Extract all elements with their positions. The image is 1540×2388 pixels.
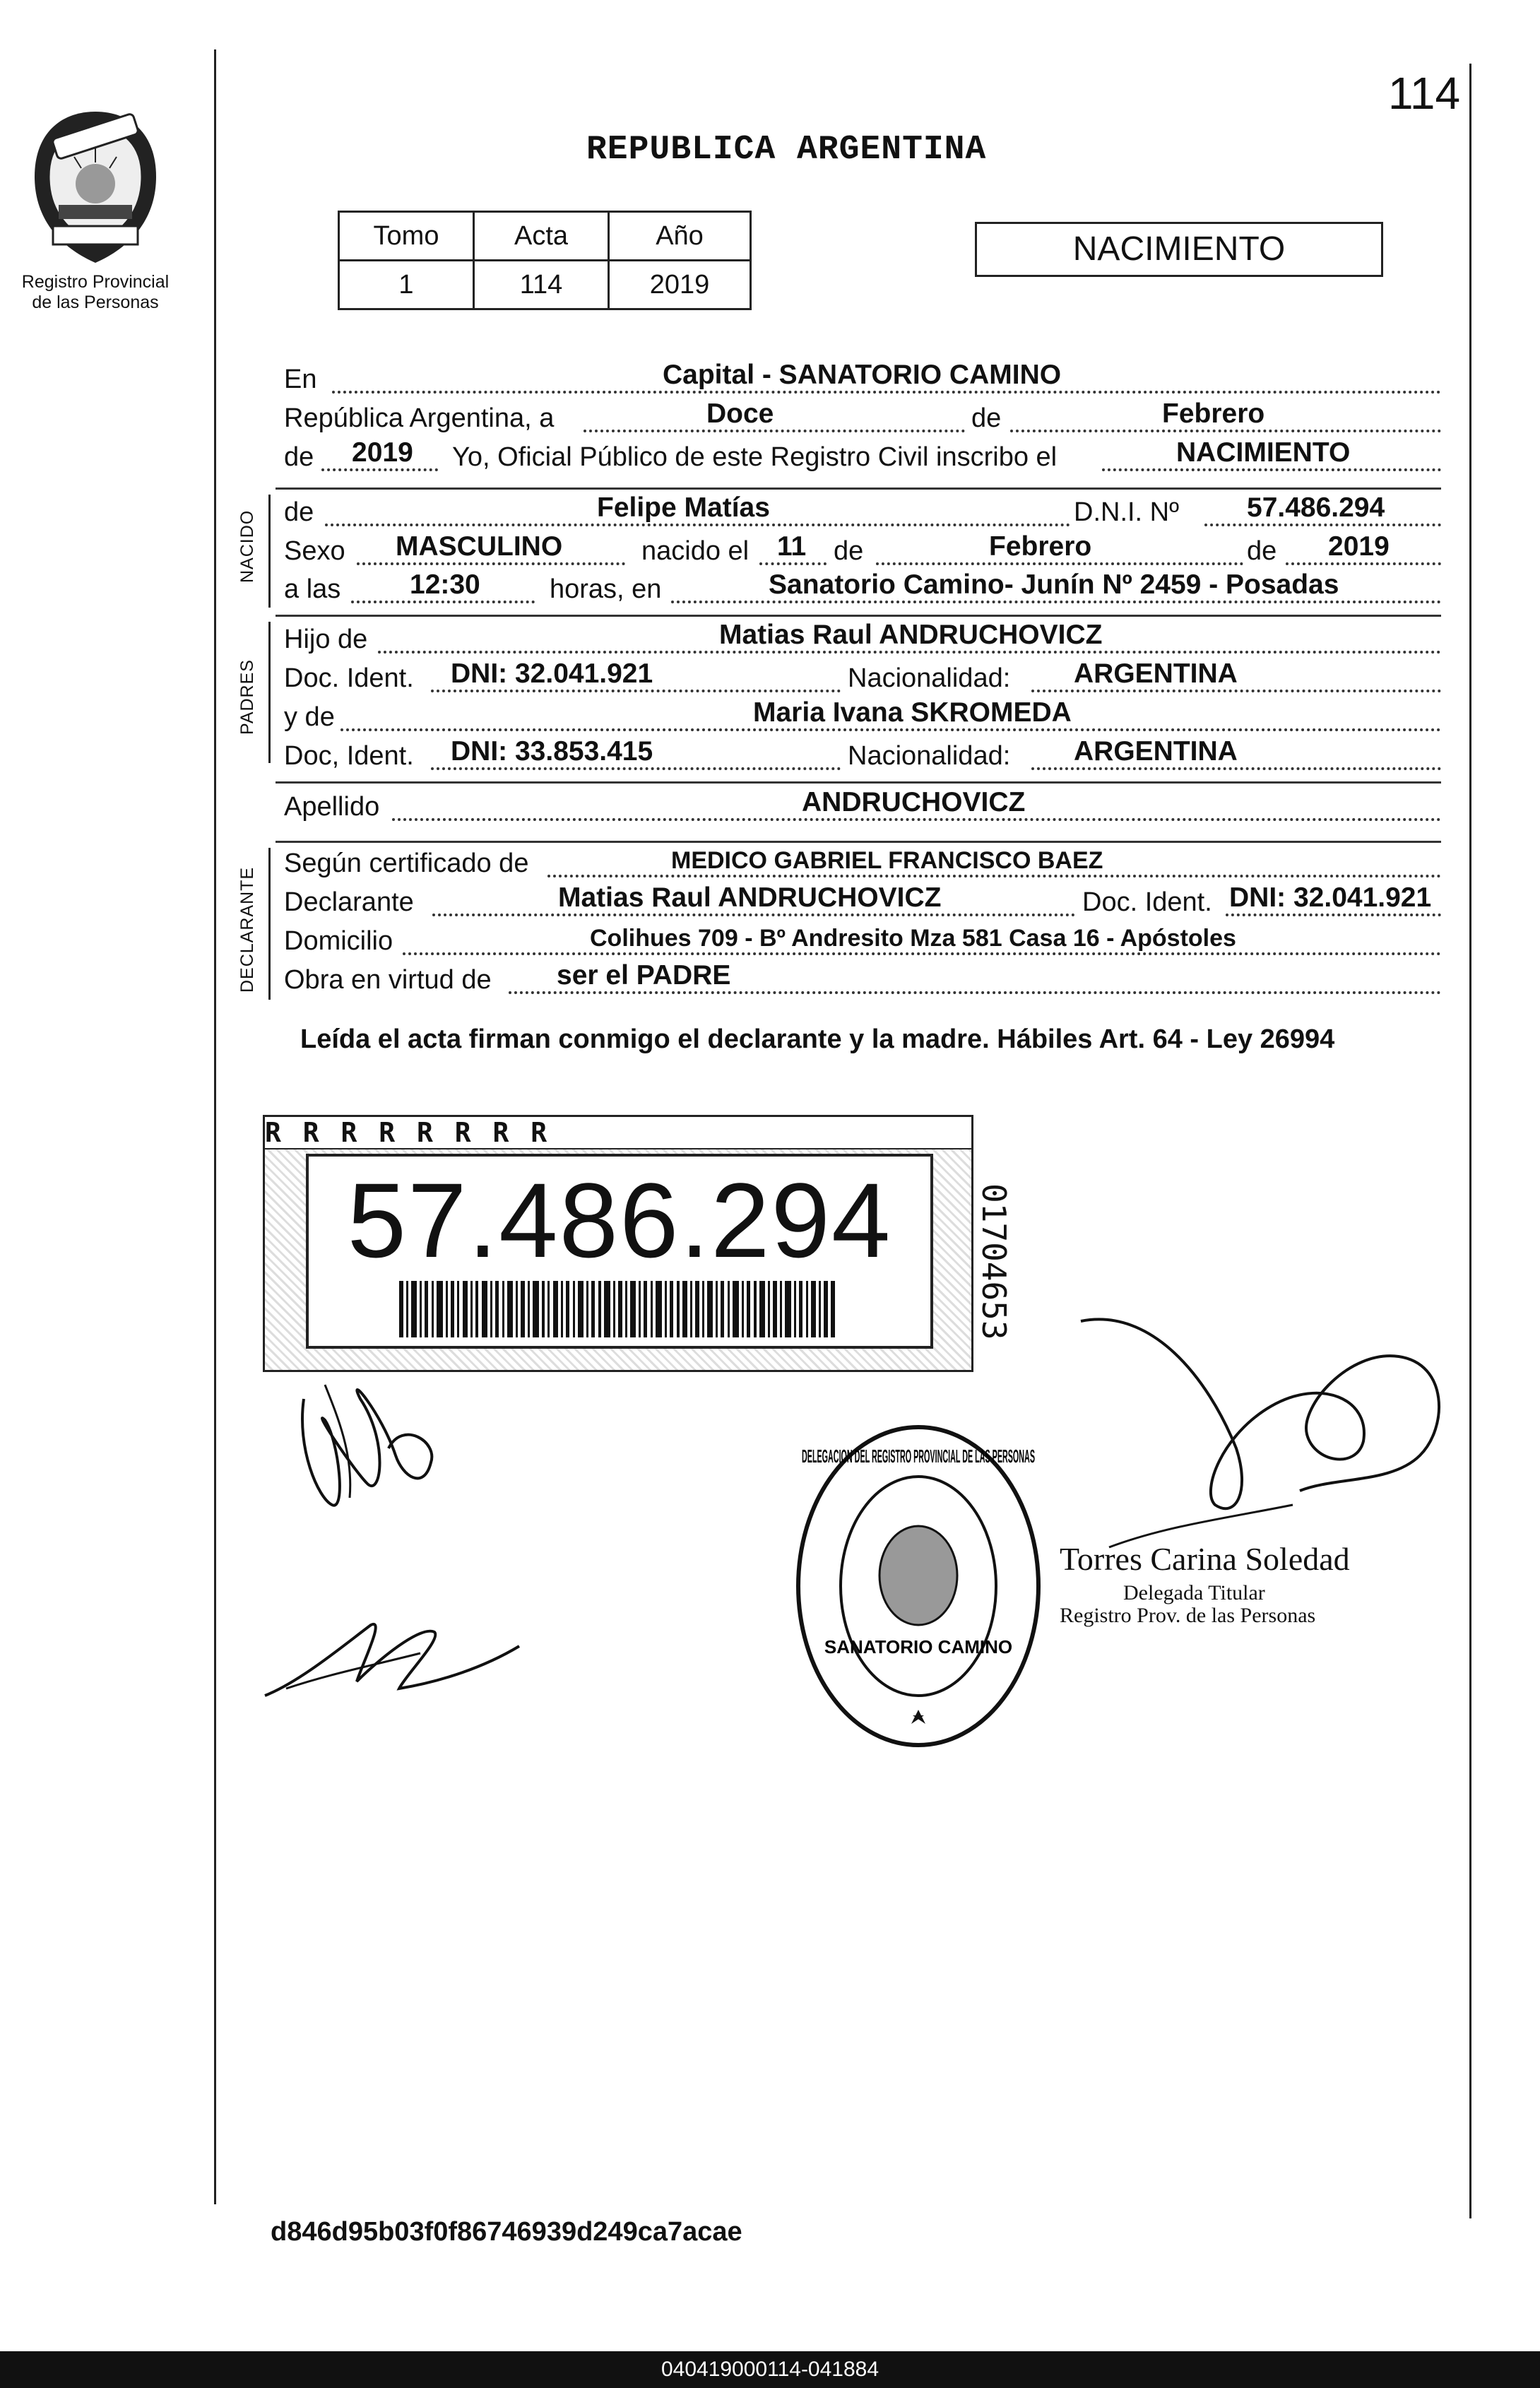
label-doc-ident-madre: Doc, Ident. [284, 741, 414, 771]
label-nacionalidad-madre: Nacionalidad: [848, 741, 1011, 771]
footer-bar [0, 2351, 1540, 2388]
value-declarante: Matias Raul ANDRUCHOVICZ [558, 882, 942, 913]
label-y-de: y de [284, 702, 335, 732]
label-a-las: a las [284, 574, 341, 604]
footer-code: 040419000114-041884 [661, 2358, 879, 2381]
label-segun-certificado: Según certificado de [284, 849, 529, 878]
value-nombre: Felipe Matías [597, 492, 770, 523]
record-value-ano: 2019 [609, 261, 751, 309]
right-margin-line [1469, 64, 1471, 2218]
value-madre-dni: DNI: 33.853.415 [451, 736, 653, 767]
misiones-seal-icon [25, 106, 166, 268]
label-hijo-de: Hijo de [284, 625, 368, 654]
section-label-nacido: NACIDO [237, 509, 257, 583]
section-divider [276, 487, 1441, 490]
record-header-tomo: Tomo [339, 212, 474, 261]
record-header-acta: Acta [474, 212, 609, 261]
sticker-serial-number: 01704653 [975, 1183, 1013, 1340]
section-divider [276, 841, 1441, 843]
sticker-dni-number: 57.486.294 [347, 1161, 892, 1279]
sticker-inner [306, 1154, 933, 1349]
value-sexo: MASCULINO [396, 531, 563, 562]
signature-declarant-icon [258, 1604, 526, 1710]
page-title: REPUBLICA ARGENTINA [586, 131, 987, 169]
label-horas-en: horas, en [550, 574, 662, 604]
section-bracket [268, 622, 271, 763]
dots [1226, 911, 1441, 916]
dots [584, 427, 965, 432]
value-padre: Matias Raul ANDRUCHOVICZ [719, 620, 1103, 650]
signature-mother-icon [283, 1356, 466, 1540]
section-bracket [268, 495, 271, 608]
value-padre-dni: DNI: 32.041.921 [451, 658, 653, 689]
label-de-month: de [834, 536, 864, 566]
closing-note: Leída el acta firman conmigo el declarante y la madre. Hábiles Art. 64 - Ley 26994 [300, 1024, 1335, 1054]
label-de-year2: de [1247, 536, 1277, 566]
label-domicilio: Domicilio [284, 926, 393, 956]
value-certificado: MEDICO GABRIEL FRANCISCO BAEZ [671, 847, 1103, 874]
label-nacido-el: nacido el [641, 536, 750, 566]
label-apellido: Apellido [284, 792, 380, 822]
record-value-tomo: 1 [339, 261, 474, 309]
sticker-serial [971, 1183, 1030, 1374]
sticker-pattern-strip: R R R R R R R R [265, 1117, 971, 1149]
label-dni: D.N.I. Nº [1074, 497, 1179, 527]
value-lugar: Sanatorio Camino- Junín Nº 2459 - Posadas [769, 569, 1339, 600]
signatory-role: Delegada Titular [1123, 1581, 1265, 1604]
signatory-office: Registro Prov. de las Personas [1060, 1604, 1316, 1627]
registry-label-line-1: Registro Provincial [21, 272, 170, 292]
stamp-inner-text: SANATORIO CAMINO [824, 1636, 1013, 1657]
value-day: Doce [706, 398, 774, 429]
value-padre-nacionalidad: ARGENTINA [1074, 658, 1238, 689]
value-domicilio: Colihues 709 - Bº Andresito Mza 581 Casa 16 - Apóstoles [590, 925, 1236, 952]
registry-label-line-2: de las Personas [32, 292, 159, 312]
value-nacimiento: NACIMIENTO [1176, 437, 1351, 468]
label-nacionalidad: Nacionalidad: [848, 663, 1011, 693]
label-republica: República Argentina, a [284, 403, 555, 433]
record-type-box: NACIMIENTO [975, 222, 1383, 277]
section-bracket [268, 848, 271, 1000]
label-de-nombre: de [284, 497, 314, 527]
text-oficial: Yo, Oficial Público de este Registro Civil inscribo el [452, 442, 1058, 472]
label-de-year: de [284, 442, 314, 472]
value-birth-year: 2019 [1328, 531, 1390, 562]
value-year: 2019 [352, 437, 413, 468]
section-divider [276, 781, 1441, 784]
label-obra: Obra en virtud de [284, 965, 492, 995]
section-divider [276, 615, 1441, 617]
official-stamp-icon [791, 1420, 1046, 1752]
record-table [338, 211, 752, 310]
label-doc-ident: Doc. Ident. [284, 663, 414, 693]
value-en: Capital - SANATORIO CAMINO [663, 360, 1062, 390]
barcode-icon [399, 1281, 837, 1337]
section-label-padres: PADRES [237, 659, 257, 735]
page-number: 114 [1388, 68, 1461, 119]
record-value-acta: 114 [474, 261, 609, 309]
provincial-seal [18, 106, 173, 313]
signatory-name: Torres Carina Soledad [1060, 1541, 1350, 1577]
label-doc-ident-declarante: Doc. Ident. [1082, 887, 1212, 917]
value-birth-month: Febrero [989, 531, 1092, 562]
value-birth-day: 11 [777, 531, 807, 562]
value-declarante-dni: DNI: 32.041.921 [1229, 882, 1432, 913]
id-sticker [263, 1115, 973, 1372]
section-label-declarante: DECLARANTE [237, 866, 257, 993]
record-header-ano: Año [609, 212, 751, 261]
stamp-outer-text: DELEGACION DEL REGISTRO PROVINCIAL DE LAS PERSONAS [802, 1446, 1035, 1467]
value-obra: ser el PADRE [557, 960, 731, 991]
document-hash: d846d95b03f0f86746939d249ca7acae [271, 2217, 742, 2247]
value-madre-nacionalidad: ARGENTINA [1074, 736, 1238, 767]
value-hora: 12:30 [410, 569, 480, 600]
label-declarante: Declarante [284, 887, 414, 917]
value-apellido: ANDRUCHOVICZ [802, 787, 1026, 817]
value-madre: Maria Ivana SKROMEDA [753, 697, 1072, 728]
label-en: En [284, 365, 317, 394]
value-dni: 57.486.294 [1247, 492, 1385, 523]
label-de: de [971, 403, 1002, 433]
label-sexo: Sexo [284, 536, 345, 566]
left-margin-line [214, 49, 216, 2204]
value-month: Febrero [1162, 398, 1265, 429]
